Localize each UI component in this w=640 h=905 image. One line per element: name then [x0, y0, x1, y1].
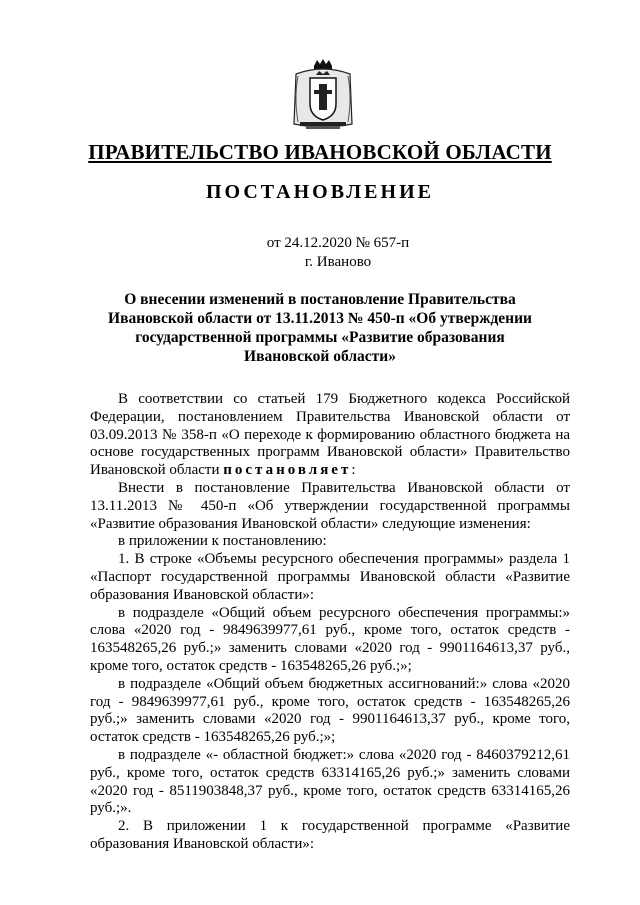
- document-meta: [0, 234, 640, 272]
- subject-line: государственной программы «Развитие образования: [135, 329, 505, 346]
- document-subject: [100, 290, 540, 366]
- subject-line: Ивановской области от 13.11.2013 № 450-п «Об утверждении: [108, 310, 532, 327]
- organization-title: ПРАВИТЕЛЬСТВО ИВАНОВСКОЙ ОБЛАСТИ: [88, 140, 552, 164]
- paragraph: в подразделе «- областной бюджет:» слова «2020 год - 8460379212,61 руб., кроме того, остаток средств 63314165,26 руб.;» заменить словами «2020 год - 8511903848,37 руб., кроме того, остаток средств 63314165,26 руб.;».: [90, 746, 570, 817]
- paragraph: в подразделе «Общий объем бюджетных ассигнований:» слова «2020 год - 9849639977,61 руб., кроме того, остаток средств - 163548265,26 руб.;» заменить словами «2020 год - 9901164613,37 руб., кроме того, остаток средств - 163548265,26 руб.;»;: [90, 675, 570, 746]
- paragraph: 2. В приложении 1 к государственной программе «Развитие образования Ивановской области»:: [90, 818, 570, 852]
- decree-verb: постановляет: [223, 462, 352, 479]
- document-type-title: ПОСТАНОВЛЕНИЕ: [206, 181, 434, 203]
- paragraph: в подразделе «Общий объем ресурсного обеспечения программы:» слова «2020 год - 9849639977,61 руб., кроме того, остаток средств - 163548265,26 руб.;» заменить словами «2020 год - 9901164613,37 руб., кроме того, остаток средств - 163548265,26 руб.;»;: [90, 604, 570, 674]
- subject-line: Ивановской области»: [244, 348, 396, 365]
- paragraph: Внести в постановление Правительства Ивановской области от 13.11.2013 № 450-п «Об утверждении государственной программы «Развитие образования Ивановской области» следующие изменения:: [90, 479, 570, 532]
- paragraph: В соответствии со статьей 179 Бюджетного кодекса Российской Федерации, постановлением Правительства Ивановской области от 03.09.2013 № 358-п «О переходе к формированию областного бюджета на основе государственных программ Ивановской области» Правительство Ивановской области постановляет:: [90, 391, 570, 479]
- paragraph: в приложении к постановлению:: [118, 533, 327, 550]
- city: г. Иваново: [304, 254, 372, 270]
- paragraph: 1. В строке «Объемы ресурсного обеспечения программы» раздела 1 «Паспорт государственной программы Ивановской области «Развитие образования Ивановской области»:: [90, 551, 570, 603]
- date-number: от 24.12.2020 № 657-п: [266, 235, 410, 251]
- document-body: [90, 391, 570, 854]
- subject-line: О внесении изменений в постановление Правительства: [124, 291, 516, 308]
- coat-of-arms-emblem: [290, 58, 356, 132]
